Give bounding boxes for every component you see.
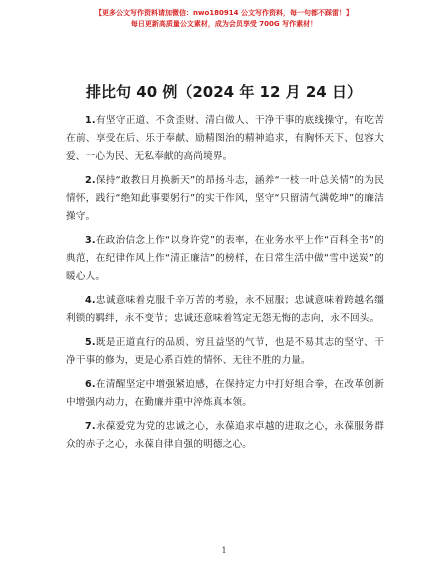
paragraph-text: 在政治信念上作“以身许党”的表率，在业务水平上作“百科全书”的典范，在纪律作风上作“清正廉洁”的榜样，在日常生活中做“雪中送炭”的暖心人。	[66, 235, 384, 282]
paragraph	[66, 172, 384, 226]
paragraph-number: 6.	[85, 379, 96, 390]
paragraph-number: 4.	[85, 295, 96, 306]
paragraph-number: 7.	[85, 421, 96, 432]
paragraph-text: 有坚守正道、不贪歪财、清白做人、干净干事的底线操守，有吃苦在前、享受在后、乐于奉献、励精图治的精神追求，有胸怀天下、包容大爱、一心为民、无私奉献的高尚境界。	[66, 115, 384, 162]
document-body	[66, 112, 384, 460]
paragraph-text: 在清醒坚定中增强紧迫感，在保持定力中打好组合拳，在改革创新中增强内动力，在勤廉并重中淬炼真本领。	[66, 379, 384, 408]
paragraph-number: 5.	[85, 337, 96, 348]
promo-banner	[0, 8, 448, 30]
paragraph	[66, 112, 384, 166]
paragraph-text: 既是正道直行的品质、穷且益坚的气节，也是不易其志的坚守、干净干事的修为，更是心系百姓的情怀、无往不胜的力量。	[66, 337, 384, 366]
paragraph	[66, 292, 384, 328]
paragraph-number: 1.	[85, 115, 96, 126]
promo-banner-line1: 【更多公文写作资料请加微信：nwo180914 公文写作资料，每一句都不踩雷！】	[95, 9, 353, 17]
paragraph-number: 3.	[85, 235, 96, 246]
paragraph-text: 忠诚意味着克服千辛万苦的考验，永不屈服；忠诚意味着跨越名缰利锁的羁绊，永不变节；忠诚还意味着笃定无怨无悔的志向，永不回头。	[66, 295, 384, 324]
promo-banner-line2: 每日更新高质量公文素材，成为会员享受 700G 写作素材！	[130, 20, 318, 28]
paragraph-text: 永葆爱党为党的忠诚之心，永葆追求卓越的进取之心，永葆服务群众的赤子之心，永葆自律自强的明德之心。	[66, 421, 384, 450]
paragraph	[66, 334, 384, 370]
page-number: 1	[221, 546, 227, 555]
paragraph-text: 保持“敢教日月换新天”的昂扬斗志，涵养“一枝一叶总关情”的为民情怀，践行“绝知此事要躬行”的实干作风，坚守“只留清气满乾坤”的廉洁操守。	[66, 175, 384, 222]
paragraph-number: 2.	[85, 175, 96, 186]
document-title: 排比句 40 例（2024 年 12 月 24 日）	[86, 83, 362, 101]
paragraph	[66, 376, 384, 412]
paragraph	[66, 418, 384, 454]
paragraph	[66, 232, 384, 286]
